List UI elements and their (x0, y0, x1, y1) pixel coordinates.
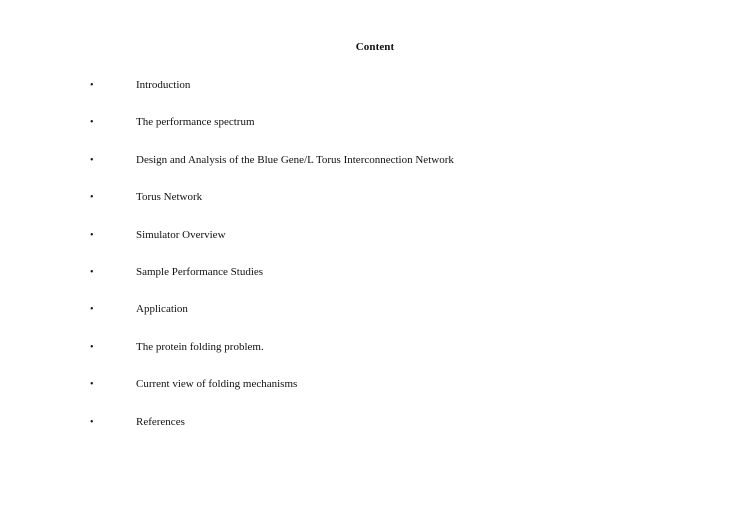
table-of-contents (0, 79, 750, 453)
list-item (0, 266, 750, 303)
page-title: Content (355, 41, 395, 53)
bullet-icon: • (90, 416, 94, 428)
list-item (0, 341, 750, 378)
list-item (0, 116, 750, 153)
list-item-label: Design and Analysis of the Blue Gene/L Torus Interconnection Network (136, 153, 454, 166)
list-item (0, 191, 750, 228)
bullet-icon: • (90, 266, 94, 278)
bullet-icon: • (90, 154, 94, 166)
list-item-label: Torus Network (136, 191, 203, 204)
bullet-icon: • (90, 229, 94, 241)
list-item (0, 378, 750, 415)
list-item (0, 154, 750, 191)
list-item-label: Sample Performance Studies (136, 265, 264, 278)
bullet-icon: • (90, 341, 94, 353)
bullet-icon: • (90, 379, 94, 391)
list-item (0, 79, 750, 116)
list-item-label: Simulator Overview (136, 228, 226, 241)
list-item (0, 303, 750, 340)
list-item (0, 416, 750, 453)
bullet-icon: • (90, 80, 94, 91)
bullet-icon: • (90, 192, 94, 204)
list-item-label: Application (136, 303, 188, 316)
list-item-label: References (136, 415, 185, 428)
list-item (0, 229, 750, 266)
list-item-label: Introduction (136, 79, 191, 91)
list-item-label: The protein folding problem. (136, 340, 264, 353)
list-item-label: Current view of folding mechanisms (136, 378, 298, 391)
bullet-icon: • (90, 117, 94, 129)
bullet-icon: • (90, 304, 94, 316)
list-item-label: The performance spectrum (136, 116, 255, 129)
